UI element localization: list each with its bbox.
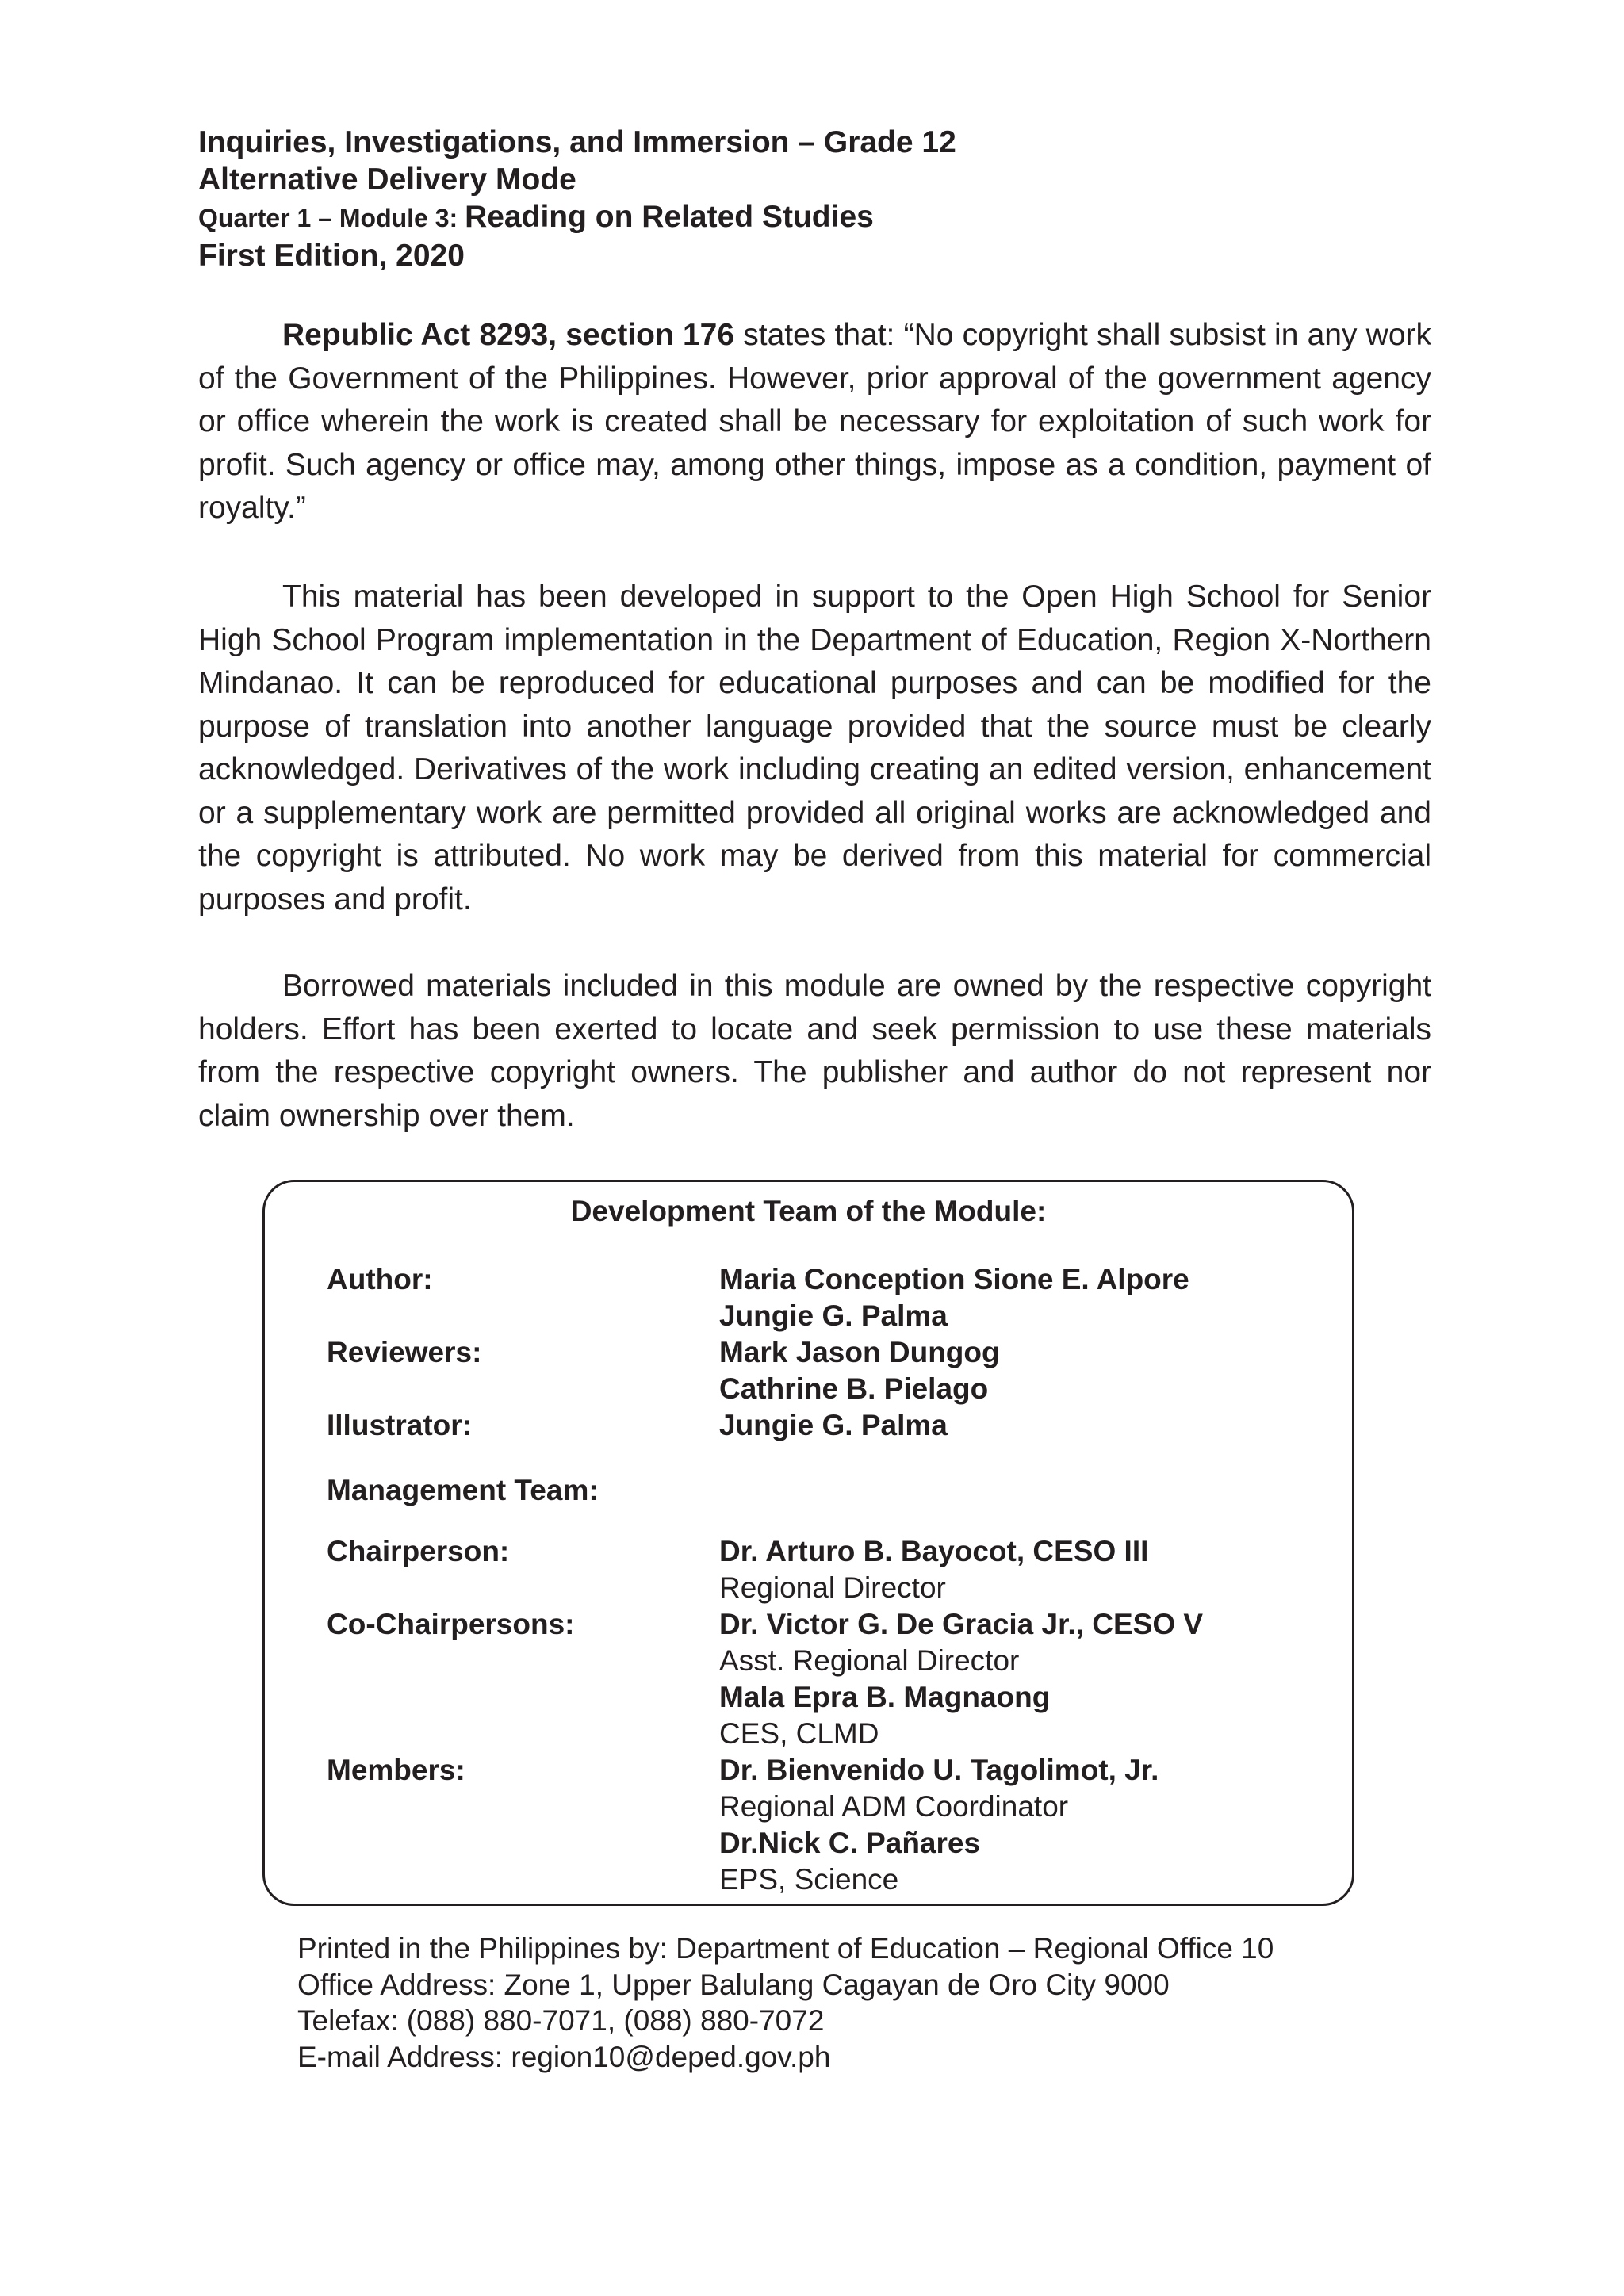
reviewer-name: Mark Jason Dungog [719,1336,1000,1368]
delivery-mode: Alternative Delivery Mode [198,163,576,197]
cochairperson-position: CES, CLMD [719,1717,879,1750]
borrowed-materials-paragraph: Borrowed materials included in this module are owned by the respective copyright holders. Effort has been exerted to locate and seek permission to use these materials from the respective copyright owners. The publisher and author do not represent nor claim ownership over them. [198,969,1431,1133]
law-text: states that: “No copyright shall subsist in any work of the Government of the Philippines. However, prior approval of the government agency or office wherein the work is created shall be necessary for exploitation of such work for profit. Such agency or office may, among other things, impose as a condition, payment of royalty.” [198,318,1431,525]
member-name: Dr.Nick C. Pañares [719,1827,981,1859]
illustrator-label: Illustrator: [327,1409,472,1441]
copyright-page [198,124,1431,1133]
cochairpersons-label: Co-Chairpersons: [327,1608,575,1640]
development-team-box [262,1180,1354,1906]
chairperson-label: Chairperson: [327,1535,510,1567]
chairperson-names [719,1533,1148,1606]
reviewer-names [719,1334,1000,1407]
copyright-paragraph [198,314,1431,530]
members-label: Members: [327,1754,465,1786]
module-title: Reading on Related Studies [465,200,874,234]
material-paragraph: This material has been developed in support to the Open High School for Senior High School Program implementation in the Department of Education, Region X-Northern Mindanao. It can be reproduced for educational purposes and can be modified for the purpose of translation into another language provided that the source must be clearly acknowledged. Derivatives of the work including creating an edited version, enhancement or a supplementary work are permitted provided all original works are acknowledged and the copyright is attributed. No work may be derived from this material for commercial purposes and profit. [198,580,1431,916]
cochairperson-name: Mala Epra B. Magnaong [719,1681,1051,1713]
team-title: Development Team of the Module: [570,1195,1047,1227]
edition: First Edition, 2020 [198,239,465,273]
member-position: Regional ADM Coordinator [719,1790,1069,1823]
illustrator-name: Jungie G. Palma [719,1409,948,1441]
reviewers-label: Reviewers: [327,1336,482,1368]
cochairperson-name: Dr. Victor G. De Gracia Jr., CESO V [719,1608,1204,1640]
reviewer-name: Cathrine B. Pielago [719,1372,989,1405]
module-heading [198,124,1431,274]
office-address: Office Address: Zone 1, Upper Balulang Cagayan de Oro City 9000 [297,1968,1170,2001]
author-name: Jungie G. Palma [719,1299,948,1332]
author-names [719,1261,1189,1334]
cochairperson-position: Asst. Regional Director [719,1644,1020,1677]
member-names [719,1752,1159,1898]
author-label: Author: [327,1263,433,1295]
cochairperson-names [719,1606,1203,1752]
illustrator-names [719,1407,948,1444]
email-address: E-mail Address: region10@deped.gov.ph [297,2040,831,2073]
telefax: Telefax: (088) 880-7071, (088) 880-7072 [297,2004,825,2037]
publisher-footer [297,1931,1274,2075]
law-reference: Republic Act 8293, section 176 [282,318,735,352]
module-title-line [198,198,1431,237]
course-title: Inquiries, Investigations, and Immersion – Grade 12 [198,125,956,159]
member-name: Dr. Bienvenido U. Tagolimot, Jr. [719,1754,1159,1786]
quarter-module-label: Quarter 1 – Module 3: [198,204,465,232]
management-team-label: Management Team: [327,1474,599,1506]
printed-by: Printed in the Philippines by: Department of Education – Regional Office 10 [297,1932,1274,1965]
chairperson-position: Regional Director [719,1571,946,1604]
chairperson-name: Dr. Arturo B. Bayocot, CESO III [719,1535,1149,1567]
author-name: Maria Conception Sione E. Alpore [719,1263,1189,1295]
member-position: EPS, Science [719,1863,899,1896]
